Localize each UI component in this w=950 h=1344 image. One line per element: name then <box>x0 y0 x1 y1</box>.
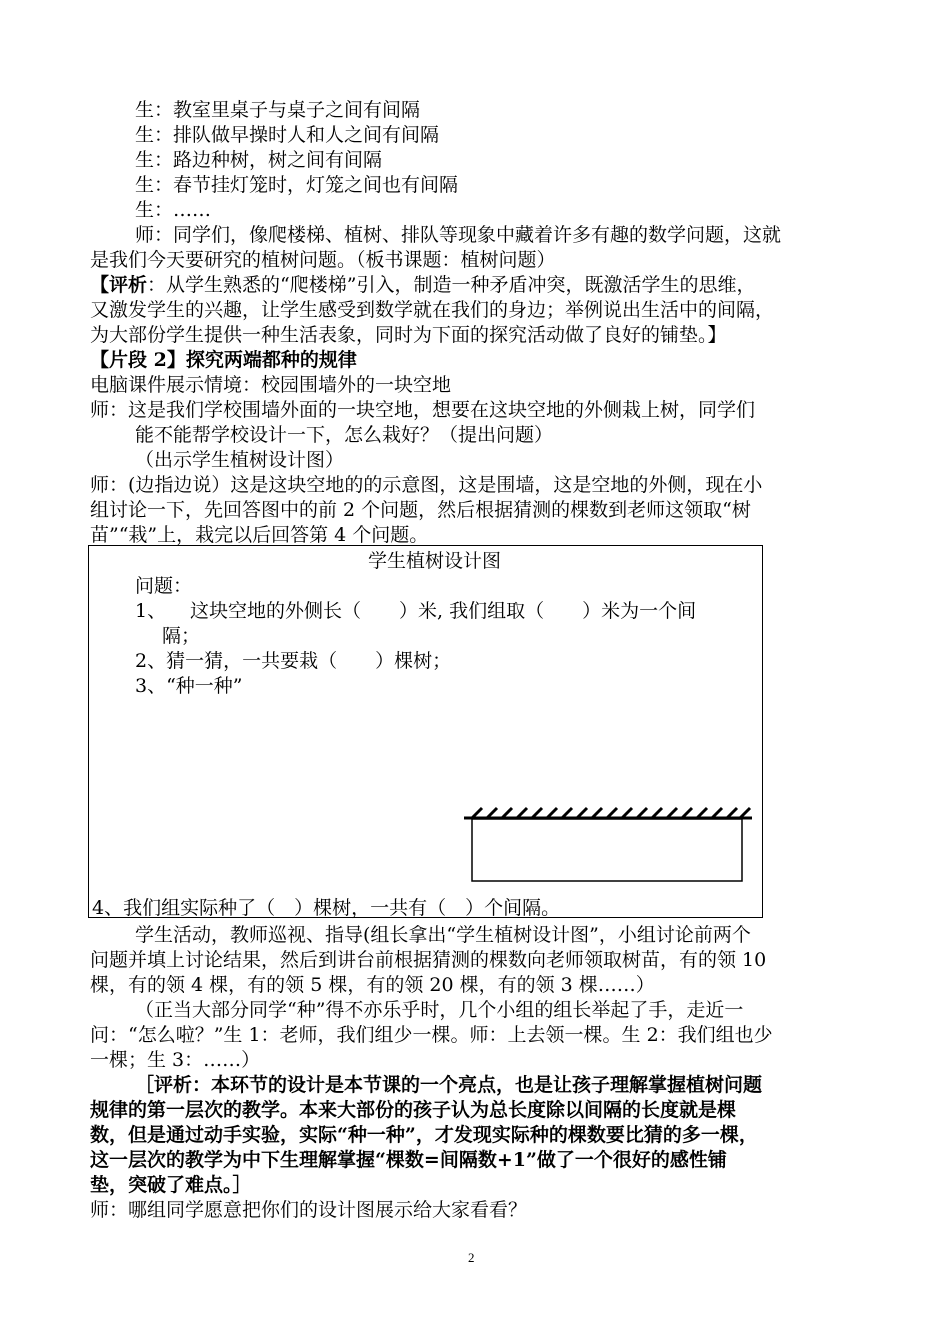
activity-line: 学生活动，教师巡视、指导(组长拿出“学生植树设计图”，小组讨论前两个 <box>135 924 751 946</box>
teacher-line: 师：这是我们学校围墙外面的一块空地，想要在这块空地的外侧栽上树，同学们 <box>90 399 756 421</box>
question-text: 这块空地的外侧长（ ）米, 我们组取（ ）米为一个间 <box>190 600 697 622</box>
comment-text: ：从学生熟悉的“爬楼梯”引入，制造一种矛盾冲突，既激活学生的思维， <box>147 274 756 296</box>
questions-label: 问题： <box>135 575 193 597</box>
comment-line: 垫，突破了难点。］ <box>90 1174 252 1196</box>
comment-line <box>90 272 755 298</box>
teacher-line: 苗”“栽”上，栽完以后回答第 4 个问题。 <box>90 524 429 546</box>
comment-label: 【评析 <box>90 274 148 296</box>
comment-line: 规律的第一层次的教学。本来大部份的孩子认为总长度除以间隔的长度就是棵 <box>90 1099 737 1121</box>
activity-line: 问题并填上讨论结果，然后到讲台前根据猜测的棵数向老师领取树苗，有的领 10 <box>90 949 767 971</box>
activity-line: （正当大部分同学“种”得不亦乐乎时，几个小组的组长举起了手，走近一 <box>135 999 744 1021</box>
page-number: 2 <box>468 1250 475 1265</box>
section-heading: 【片段 2】探究两端都种的规律 <box>90 349 357 371</box>
dialogue-line: 生：路边种树，树之间有间隔 <box>135 149 383 171</box>
dialogue-line: 生：排队做早操时人和人之间有间隔 <box>135 124 440 146</box>
comment-line: ［评析：本环节的设计是本节课的一个亮点，也是让孩子理解掌握植树问题 <box>135 1074 763 1096</box>
question-text: 隔； <box>162 625 201 647</box>
question-text: 4、我们组实际种了（ ）棵树，一共有（ ）个间隔。 <box>92 897 561 919</box>
scene-line: 电脑课件展示情境：校园围墙外的一块空地 <box>90 374 452 396</box>
question-number: 1、 <box>135 600 167 622</box>
comment-line: 为大部份学生提供一种生活表象，同时为下面的探究活动做了良好的铺垫。】 <box>90 324 727 346</box>
design-sheet-title: 学生植树设计图 <box>368 550 502 572</box>
stage-direction: （出示学生植树设计图） <box>135 449 345 471</box>
dialogue-line: 生：教室里桌子与桌子之间有间隔 <box>135 99 421 121</box>
activity-line: 问：“怎么啦？”生 1：老师，我们组少一棵。师：上去领一棵。生 2：我们组也少 <box>90 1024 773 1046</box>
question-text: 2、猜一猜，一共要栽（ ）棵树； <box>135 650 452 672</box>
activity-line: 棵，有的领 4 棵，有的领 5 棵，有的领 20 棵，有的领 3 棵……） <box>90 974 655 996</box>
teacher-intro-line: 师：同学们，像爬楼梯、植树、排队等现象中藏着许多有趣的数学问题，这就 <box>135 224 782 246</box>
plot-rectangle <box>472 819 742 881</box>
wall-plot-diagram <box>462 806 754 884</box>
teacher-line: 组讨论一下，先回答图中的前 2 个问题，然后根据猜测的棵数到老师这领取“树 <box>90 499 751 521</box>
teacher-intro-line: 是我们今天要研究的植树问题。（板书课题：植树问题） <box>90 249 556 271</box>
dialogue-line: 生：春节挂灯笼时，灯笼之间也有间隔 <box>135 174 459 196</box>
comment-line: 数，但是通过动手实验，实际“种一种”，才发现实际种的棵数要比猜的多一棵， <box>90 1124 758 1146</box>
comment-line: 这一层次的教学为中下生理解掌握“棵数=间隔数+1”做了一个很好的感性铺 <box>90 1149 727 1171</box>
comment-line: 又激发学生的兴趣，让学生感受到数学就在我们的身边；举例说出生活中的间隔， <box>90 299 775 321</box>
teacher-line: 师：(边指边说）这是这块空地的的示意图，这是围墙，这是空地的外侧，现在小 <box>90 474 763 496</box>
activity-line: 一棵；生 3：……） <box>90 1049 261 1071</box>
dialogue-line: 生：…… <box>135 199 212 221</box>
teacher-line: 能不能帮学校设计一下，怎么栽好？（提出问题） <box>135 424 554 446</box>
question-text: 3、“种一种” <box>135 675 243 697</box>
closing-line: 师：哪组同学愿意把你们的设计图展示给大家看看？ <box>90 1199 528 1221</box>
